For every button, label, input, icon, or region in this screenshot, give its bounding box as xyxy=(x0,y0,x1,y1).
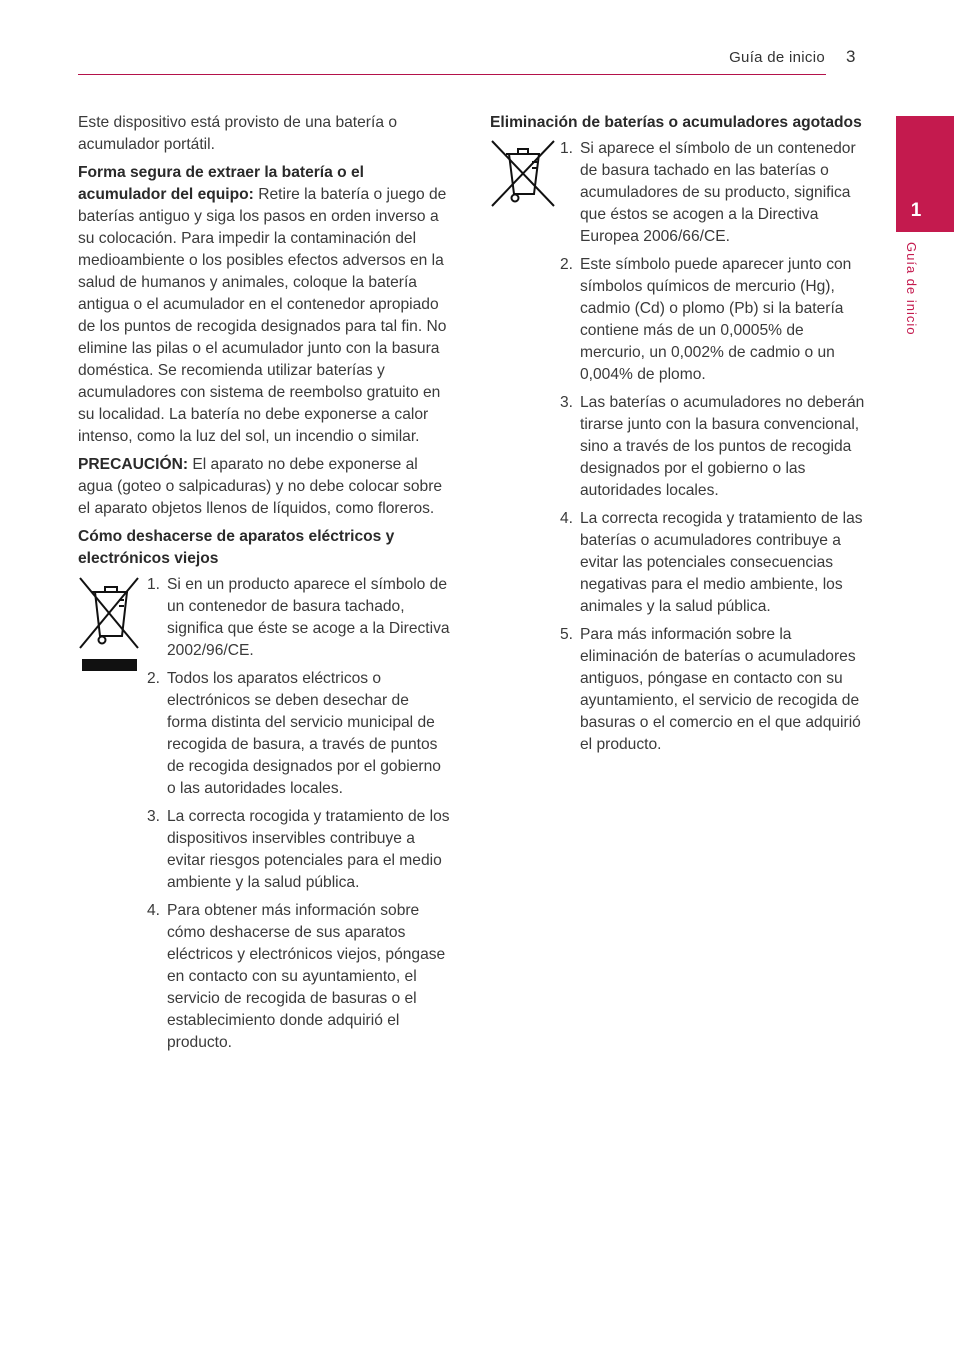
battery-heading: Eliminación de baterías o acumuladores agotados xyxy=(490,114,862,131)
page-number: 3 xyxy=(846,47,856,66)
battery-section xyxy=(490,138,870,756)
chapter-label: Guía de inicio xyxy=(904,242,919,336)
list-item-number: 3. xyxy=(560,394,574,411)
list-item-text: Las baterías o acumuladores no deberán tirarse junto con la basura convencional, sino a través de los puntos de recogida designados por el gobierno o las autoridades locales. xyxy=(580,394,865,499)
list-item-text: Para obtener más información sobre cómo deshacerse de sus aparatos eléctricos y electrónicos viejos, póngase en contacto con su ayuntamiento, el servicio de recogida de basuras o el establecimiento donde adquirió el producto. xyxy=(167,902,446,1051)
list-item xyxy=(560,254,870,386)
crossed-bin-icon xyxy=(490,140,556,210)
right-column xyxy=(490,112,870,762)
caution-paragraph xyxy=(78,454,450,520)
header-title: Guía de inicio xyxy=(729,49,825,66)
list-item-number: 2. xyxy=(560,256,574,273)
caution-lead: PRECAUCIÓN: xyxy=(78,456,189,473)
list-item xyxy=(560,138,870,248)
list-item-text: Si en un producto aparece el símbolo de un contenedor de basura tachado, significa que éste se acoge a la Directiva 2002/96/CE. xyxy=(167,576,450,659)
weee-list xyxy=(147,574,450,1054)
list-item-number: 1. xyxy=(560,140,574,157)
left-column xyxy=(78,112,450,1060)
caution-text: El aparato no debe exponerse al agua (goteo o salpicaduras) y no debe colocar sobre el aparato objetos llenos de líquidos, como floreros. xyxy=(78,456,443,517)
list-item-number: 4. xyxy=(147,902,161,919)
safe-removal-lead: Forma segura de extraer la batería o el acumulador del equipo: xyxy=(78,164,365,203)
header-divider xyxy=(78,74,826,75)
list-item xyxy=(147,900,450,1054)
list-item-text: La correcta rocogida y tratamiento de los dispositivos inservibles contribuye a evitar riesgos potenciales para el medio ambiente y la salud pública. xyxy=(167,808,450,891)
list-item xyxy=(147,574,450,662)
weee-section xyxy=(78,574,450,1054)
list-item-text: La correcta recogida y tratamiento de las baterías o acumuladores contribuye a evitar las potenciales consecuencias negativas para el medio ambiente, los animales y la salud pública. xyxy=(580,510,863,615)
chapter-number: 1 xyxy=(910,200,922,221)
list-item-number: 4. xyxy=(560,510,574,527)
list-item-number: 1. xyxy=(147,576,161,593)
weee-heading: Cómo deshacerse de aparatos eléctricos y electrónicos viejos xyxy=(78,528,395,567)
list-item-text: Todos los aparatos eléctricos o electrónicos se deben desechar de forma distinta del servicio municipal de recogida de basura, a través de puntos de recogida designados por el gobierno o las autoridades locales. xyxy=(167,670,441,797)
list-item-text: Si aparece el símbolo de un contenedor de basura tachado en las baterías o acumuladores de su producto, significa que éstos se acogen a la Directiva Europea 2006/66/CE. xyxy=(580,140,856,245)
list-item-number: 5. xyxy=(560,626,574,643)
intro-paragraph: Este dispositivo está provisto de una batería o acumulador portátil. xyxy=(78,114,397,153)
list-item xyxy=(560,624,870,756)
battery-list xyxy=(560,138,870,756)
list-item xyxy=(560,508,870,618)
list-item-text: Para más información sobre la eliminación de baterías o acumuladores antiguos, póngase en contacto con su ayuntamiento, el servicio de recogida de basuras o el comercio en el que adquirió el producto. xyxy=(580,626,861,753)
safe-removal-text: Retire la batería o juego de baterías antiguo y siga los pasos en orden inverso a su colocación. Para impedir la contaminación del medioambiente o los posibles efectos adversos en la salud de humanos y animales, coloque la batería antigua o el acumulador en el contenedor apropiado de los puntos de recogida designados para tal fin. No elimine las pilas o el acumulador junto con la basura doméstica. Se recomienda utilizar baterías y acumuladores con sistema de reembolso gratuito en su localidad. La batería no debe exponerse a calor intenso, como la luz del sol, un incendio o similar. xyxy=(78,186,447,445)
list-item xyxy=(147,668,450,800)
safe-removal-paragraph xyxy=(78,162,450,448)
list-item xyxy=(560,392,870,502)
list-item-number: 2. xyxy=(147,670,161,687)
crossed-bin-with-bar-icon xyxy=(78,576,140,672)
list-item-number: 3. xyxy=(147,808,161,825)
list-item-text: Este símbolo puede aparecer junto con símbolos químicos de mercurio (Hg), cadmio (Cd) o plomo (Pb) si la batería contiene más de un 0,0005% de mercurio, un 0,002% de cadmio o un 0,004% de plomo. xyxy=(580,256,852,383)
list-item xyxy=(147,806,450,894)
